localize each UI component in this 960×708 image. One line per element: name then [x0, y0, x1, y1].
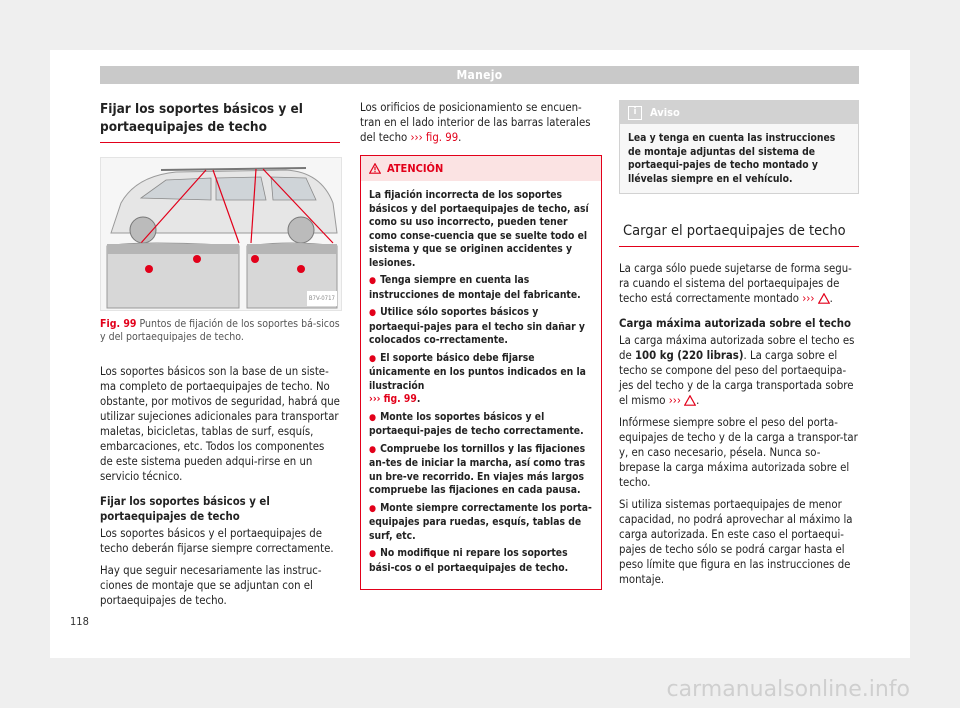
warning-body	[361, 181, 601, 575]
subheading: Fijar los soportes básicos y el portaequipajes de techo	[100, 495, 270, 523]
warning-icon	[818, 293, 830, 304]
bullet-text: El soporte básico debe fijarse únicamente en los puntos indicados en la ilustración	[369, 351, 586, 392]
section-title: Cargar el portaequipajes de techo	[619, 222, 859, 247]
warning-bullet: ● No modifique ni repare los soportes bási-cos o el portaequipajes de techo.	[369, 547, 593, 575]
warning-bullet: ● Utilice sólo soportes básicos y portaequi-pajes para el techo sin dañar y colocados co-rrectamente.	[369, 306, 593, 348]
note-title: Aviso	[650, 106, 680, 119]
column-middle	[360, 100, 602, 590]
subheading: Carga máxima autorizada sobre el techo	[619, 317, 851, 330]
caption-text: Puntos de fijación de los soportes bá-sicos y del portaequipajes de techo.	[100, 318, 340, 343]
fig-link[interactable]: ››› fig. 99	[369, 393, 417, 405]
warning-bullet: ● Compruebe los tornillos y las fijaciones an-tes de iniciar la marcha, así como tras un bre-ve recorrido. En viajes más largos compruebe las fijaciones en cada pausa.	[369, 443, 593, 498]
warning-bullet: ● Monte los soportes básicos y el portaequi-pajes de techo correctamente.	[369, 411, 593, 439]
paragraph: Hay que seguir necesariamente las instruc-ciones de montaje que se adjuntan con el portaequipajes de techo.	[100, 564, 322, 607]
paragraph: Los soportes básicos son la base de un siste-ma completo de portaequipajes de techo. No obstante, por motivos de seguridad, habrá que utilizar sujeciones adicionales para transportar maletas, bicicletas, tablas de surf, esquís, embarcaciones, etc. Todos los componentes de este sistema pueden adqui-rirse en un servicio técnico.	[100, 365, 340, 483]
note-box	[619, 100, 859, 194]
punctuation: .	[458, 131, 462, 144]
warning-icon	[684, 395, 696, 406]
para-text: La carga máxima autorizada sobre el techo es de	[619, 334, 855, 362]
figure-ref: Fig. 99	[100, 318, 137, 330]
figure-caption	[100, 318, 340, 344]
info-icon: i	[628, 106, 642, 120]
column-left	[100, 100, 340, 615]
car-roof-illustration	[101, 158, 341, 310]
warning-bullet: ● El soporte básico debe fijarse únicamente en los puntos indicados en la ilustración ››› fig. 99.	[369, 352, 593, 407]
intro-text: Los orificios de posicionamiento se encuen-tran en el lado interior de las barras laterales del techo	[360, 101, 591, 144]
paragraph: La carga sólo puede sujetarse de forma segu-ra cuando el sistema del portaequipajes de techo está correctamente montado ››› .	[619, 262, 852, 305]
warning-icon	[369, 163, 381, 174]
paragraph	[360, 100, 602, 145]
warning-bullet: ● Monte siempre correctamente los porta-equipajes para ruedas, esquís, tablas de surf, etc.	[369, 502, 593, 544]
note-header	[620, 101, 858, 124]
section-title: Fijar los soportes básicos y el portaequipajes de techo	[100, 100, 340, 143]
warning-lead: La fijación incorrecta de los soportes básicos y del portaequipajes de techo, así como su uso incorrecto, pueden tener como conse-cuencia que se suelte todo el sistema y que se originen accidentes y lesiones.	[369, 189, 589, 269]
column-right	[619, 100, 859, 594]
paragraph: Los soportes básicos y el portaequipajes de techo deberán fijarse siempre correctamente.	[100, 527, 334, 555]
ref-arrow: ›››	[668, 394, 681, 407]
max-load-value: 100 kg (220 libras)	[634, 349, 744, 362]
ref-arrow: ›››	[802, 292, 815, 305]
fig-link[interactable]: fig. 99	[425, 131, 459, 144]
para-text: La carga sólo puede sujetarse de forma segu-ra cuando el sistema del portaequipajes de techo está correctamente montado	[619, 262, 852, 305]
note-body: Lea y tenga en cuenta las instrucciones de montaje adjuntas del sistema de portaequi-pajes de techo montado y llévelas siempre en el vehículo.	[620, 124, 858, 193]
figure-roof-rails	[100, 157, 342, 311]
warning-box	[360, 155, 602, 590]
paragraph: La carga máxima autorizada sobre el techo es de 100 kg (220 libras). La carga sobre el techo se compone del peso del portaequipa-jes del techo y de la carga transportada sobre el mismo ››› .	[619, 334, 855, 407]
ref-arrow: ›››	[410, 131, 423, 144]
para-text: . La carga sobre el techo se compone del peso del portaequipa-jes del techo y de la carga transportada sobre el mismo	[619, 349, 854, 407]
paragraph: Si utiliza sistemas portaequipajes de menor capacidad, no podrá aprovechar al máximo la carga autorizada. En este caso el portaequi-pajes de techo sólo se podrá cargar hasta el peso límite que figura en las instrucciones de montaje.	[619, 498, 853, 586]
page-number: 118	[70, 615, 89, 628]
figure-code: B7V-0717	[307, 291, 337, 306]
section-header: Manejo	[100, 66, 859, 84]
warning-header	[361, 156, 601, 181]
warning-title: ATENCIÓN	[387, 162, 444, 175]
warning-bullet: ● Tenga siempre en cuenta las instrucciones de montaje del fabricante.	[369, 274, 593, 302]
paragraph: Infórmese siempre sobre el peso del porta-equipajes de techo y de la carga a transpor-tar y, en caso necesario, pésela. Nunca so-brepase la carga máxima autorizada sobre el techo.	[619, 416, 858, 489]
watermark: carmanualsonline.info	[666, 677, 910, 702]
